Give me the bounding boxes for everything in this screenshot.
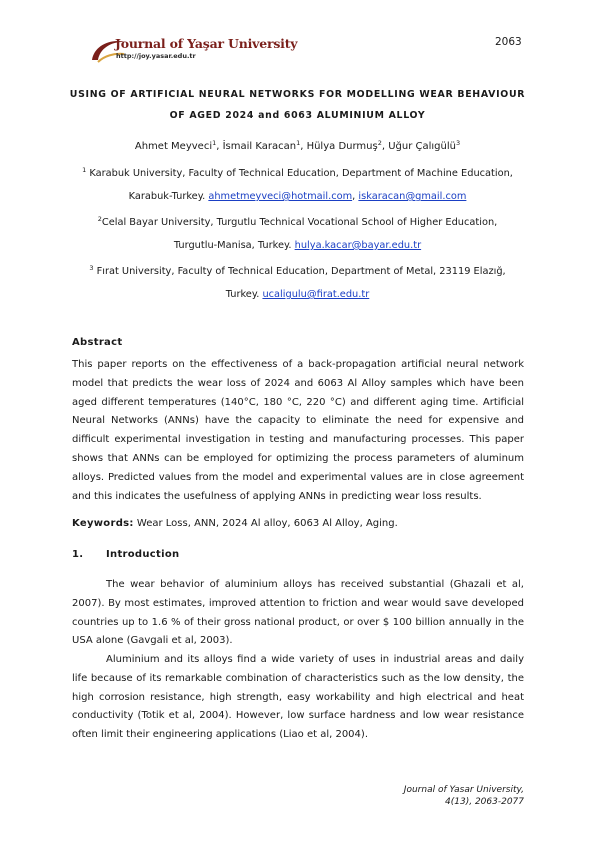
affiliation-2-contact: Turgutlu-Manisa, Turkey. hulya.kacar@bayar.edu.tr bbox=[173, 240, 422, 251]
author-name: Uğur Çalıgülü bbox=[388, 141, 456, 152]
journal-footer bbox=[300, 784, 524, 808]
footer-journal-name: Journal of Yasar University, bbox=[403, 785, 524, 795]
affiliation-3: $^3$ Fırat University, Faculty of Technical Education, Department of Metal, 23119 Elazığ, bbox=[89, 264, 506, 277]
author-sup: 2 bbox=[377, 139, 382, 147]
email-link[interactable]: hulya.kacar@bayar.edu.tr bbox=[294, 240, 422, 251]
email-link[interactable]: ucaligulu@firat.edu.tr bbox=[262, 289, 370, 300]
journal-logo bbox=[88, 36, 298, 66]
title-line-2: OF AGED 2024 and 6063 ALUMINIUM ALLOY bbox=[169, 110, 426, 121]
affiliation-1-contact: Karabuk-Turkey. ahmetmeyveci@hotmail.com, iskaracan@gmail.com bbox=[128, 191, 467, 202]
affiliation-2: $^2$Celal Bayar University, Turgutlu Technical Vocational School of Higher Education, bbox=[97, 215, 498, 228]
logo-url: http://joy.yasar.edu.tr bbox=[116, 52, 196, 60]
paper-title bbox=[60, 84, 535, 126]
section-number: 1. bbox=[72, 549, 84, 560]
author-list: Ahmet Meyveci$^1$, İsmail Karacan$^1$, Hülya Durmuş$^2$, Uğur Çalıgülü$^3$ bbox=[134, 139, 461, 152]
affiliation-1: $^1$ Karabuk University, Faculty of Technical Education, Department of Machine Education, bbox=[82, 166, 513, 179]
logo-title: Journal of Yaşar University bbox=[115, 36, 298, 51]
title-line-1: USING OF ARTIFICIAL NEURAL NETWORKS FOR MODELLING WEAR BEHAVIOUR bbox=[69, 89, 526, 100]
author-sup: 1 bbox=[296, 139, 301, 147]
keywords-text: Wear Loss, ANN, 2024 Al alloy, 6063 Al Alloy, Aging. bbox=[133, 518, 398, 529]
email-link[interactable]: ahmetmeyveci@hotmail.com bbox=[208, 191, 353, 202]
page-number: 2063 bbox=[495, 36, 522, 48]
section-title: Introduction bbox=[106, 549, 180, 560]
author-sup: 1 bbox=[212, 139, 217, 147]
keywords-label: Keywords: bbox=[72, 518, 134, 529]
intro-paragraph-1: The wear behavior of aluminium alloys has received substantial (Ghazali et al, 2007). By most estimates, improved attention to friction and wear would save developed countries up to 1.6 % of their gross national product, or over $ 100 billion annually in the USA alone (Gavgali et al, 2003). bbox=[72, 579, 524, 647]
abstract-heading: Abstract bbox=[72, 337, 123, 348]
affiliation-3-contact: Turkey. ucaligulu@firat.edu.tr bbox=[225, 289, 370, 300]
email-link[interactable]: iskaracan@gmail.com bbox=[358, 191, 467, 202]
author-name: İsmail Karacan bbox=[222, 141, 297, 152]
keywords bbox=[72, 515, 524, 534]
author-name: Ahmet Meyveci bbox=[134, 141, 213, 152]
author-sup: 3 bbox=[455, 139, 461, 147]
footer-volume-pages: 4(13), 2063-2077 bbox=[445, 797, 524, 807]
intro-paragraph-2: Aluminium and its alloys find a wide variety of uses in industrial areas and daily life because of its remarkable combination of characteristics such as the low density, the high corrosion resistance, high strength, easy workability and high electrical and heat conductivity (Totik et al, 2004). However, low surface hardness and low wear resistance often limit their engineering applications (Liao et al, 2004). bbox=[72, 654, 524, 741]
abstract-body: This paper reports on the effectiveness of a back-propagation artificial neural network model that predicts the wear loss of 2024 and 6063 Al Alloy samples which have been aged different temperatures (140°C, 180 °C, 220 °C) and different aging time. Artificial Neural Networks (ANNs) have the capacity to eliminate the need for expensive and difficult experimental investigation in testing and manufacturing processes. This paper shows that ANNs can be employed for optimizing the process parameters of aluminum alloys. Predicted values from the model and experimental values are in close agreement and this indicates the usefulness of applying ANNs in predicting wear loss results. bbox=[72, 359, 524, 502]
author-name: Hülya Durmuş bbox=[306, 141, 378, 152]
